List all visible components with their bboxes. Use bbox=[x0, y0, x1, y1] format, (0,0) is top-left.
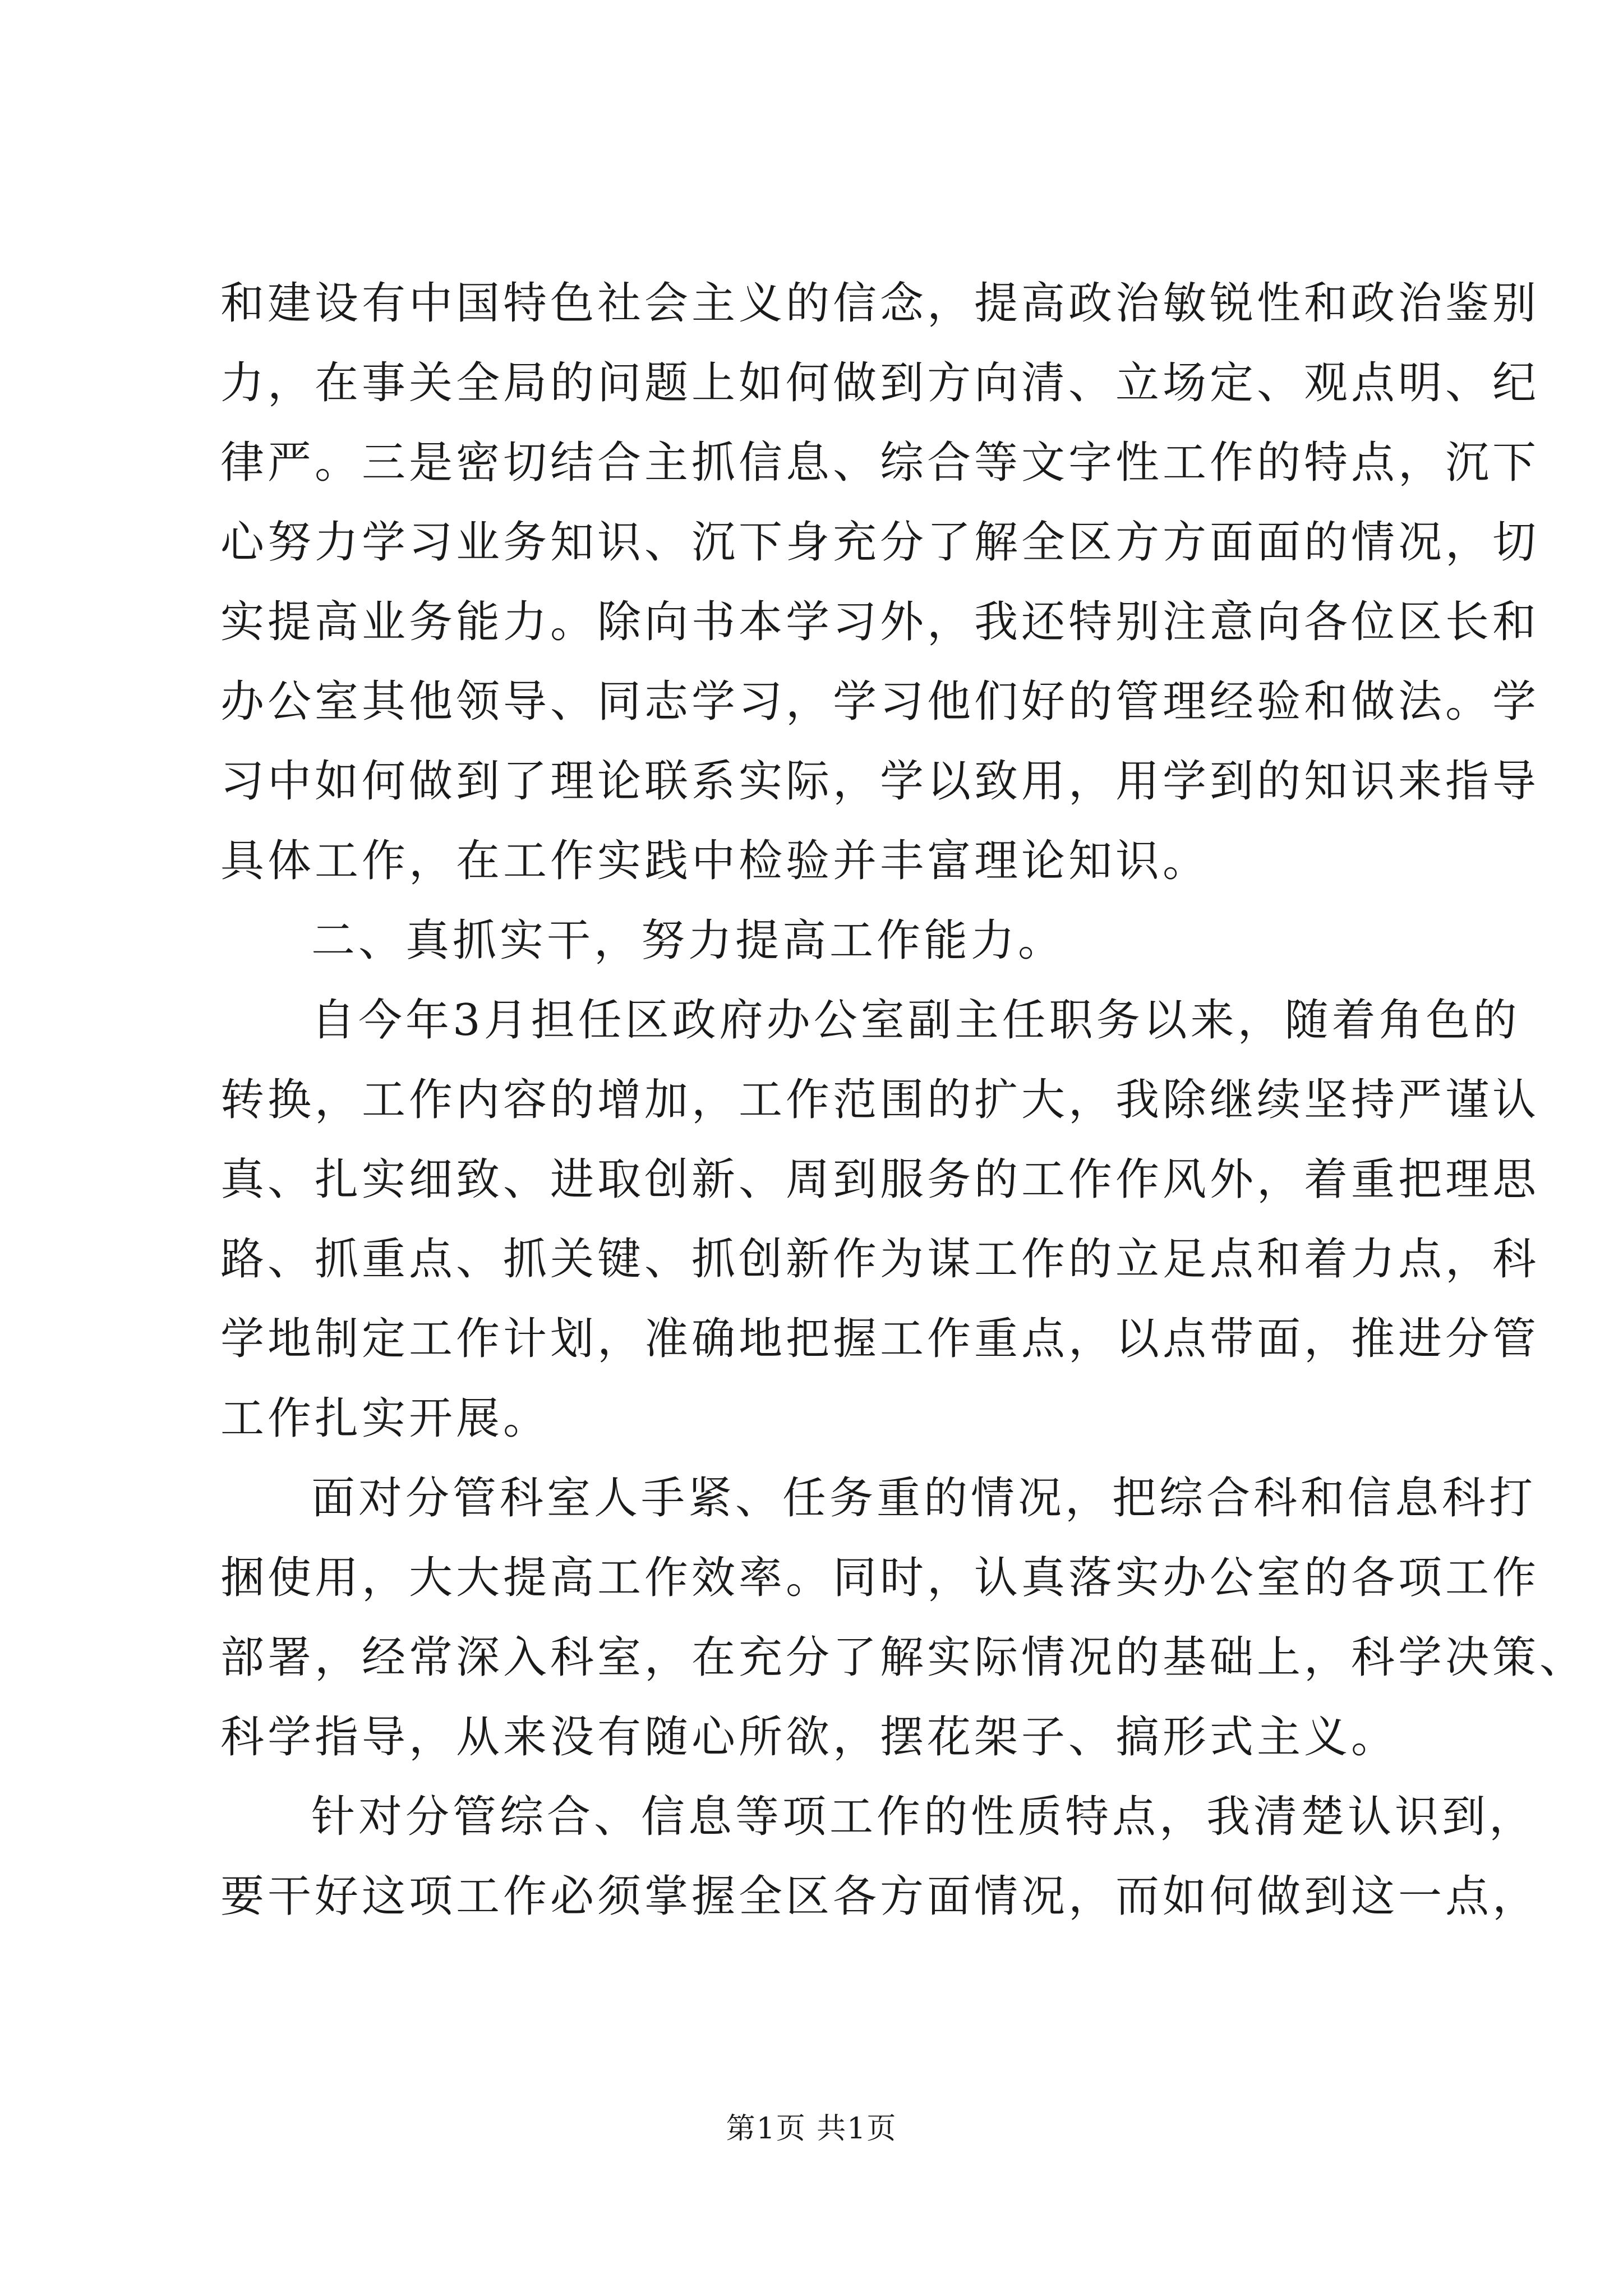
text-line: 要干好这项工作必须掌握全区各方面情况，而如何做到这一点， bbox=[220, 1871, 1540, 1922]
text-line: 和建设有中国特色社会主义的信念，提高政治敏锐性和政治鉴别 bbox=[220, 278, 1540, 329]
text-line: 转换，工作内容的增加，工作范围的扩大，我除继续坚持严谨认 bbox=[220, 1075, 1540, 1125]
text-line: 心努力学习业务知识、沉下身充分了解全区方方面面的情况，切 bbox=[220, 517, 1540, 568]
text-line: 学地制定工作计划，准确地把握工作重点，以点带面，推进分管 bbox=[220, 1314, 1540, 1364]
text-line: 具体工作，在工作实践中检验并丰富理论知识。 bbox=[220, 836, 1210, 886]
text-line: 真、扎实细致、进取创新、周到服务的工作作风外，着重把理思 bbox=[220, 1154, 1540, 1205]
text-line: 习中如何做到了理论联系实际，学以致用，用学到的知识来指导 bbox=[220, 756, 1540, 807]
text-line: 路、抓重点、抓关键、抓创新作为谋工作的立足点和着力点，科 bbox=[220, 1234, 1540, 1285]
section-heading: 二、真抓实干，努力提高工作能力。 bbox=[311, 915, 1066, 966]
text-line: 办公室其他领导、同志学习，学习他们好的管理经验和做法。学 bbox=[220, 677, 1540, 727]
text-line: 捆使用，大大提高工作效率。同时，认真落实办公室的各项工作 bbox=[220, 1553, 1540, 1603]
text-line: 自今年3月担任区政府办公室副主任职务以来，随着角色的 bbox=[311, 995, 1520, 1046]
text-line: 实提高业务能力。除向书本学习外，我还特别注意向各位区长和 bbox=[220, 597, 1540, 647]
text-line: 针对分管综合、信息等项工作的性质特点，我清楚认识到， bbox=[311, 1792, 1537, 1842]
text-line: 面对分管科室人手紧、任务重的情况，把综合科和信息科打 bbox=[311, 1473, 1537, 1524]
text-line: 工作扎实开展。 bbox=[220, 1393, 551, 1444]
document-body bbox=[220, 264, 1587, 1936]
text-line: 律严。三是密切结合主抓信息、综合等文字性工作的特点，沉下 bbox=[220, 438, 1540, 488]
text-line: 科学指导，从来没有随心所欲，摆花架子、搞形式主义。 bbox=[220, 1712, 1399, 1763]
page-footer: 第1页 共1页 bbox=[726, 2112, 897, 2146]
text-line: 部署，经常深入科室，在充分了解实际情况的基础上，科学决策、 bbox=[220, 1632, 1587, 1683]
text-line: 力，在事关全局的问题上如何做到方向清、立场定、观点明、纪 bbox=[220, 358, 1540, 408]
